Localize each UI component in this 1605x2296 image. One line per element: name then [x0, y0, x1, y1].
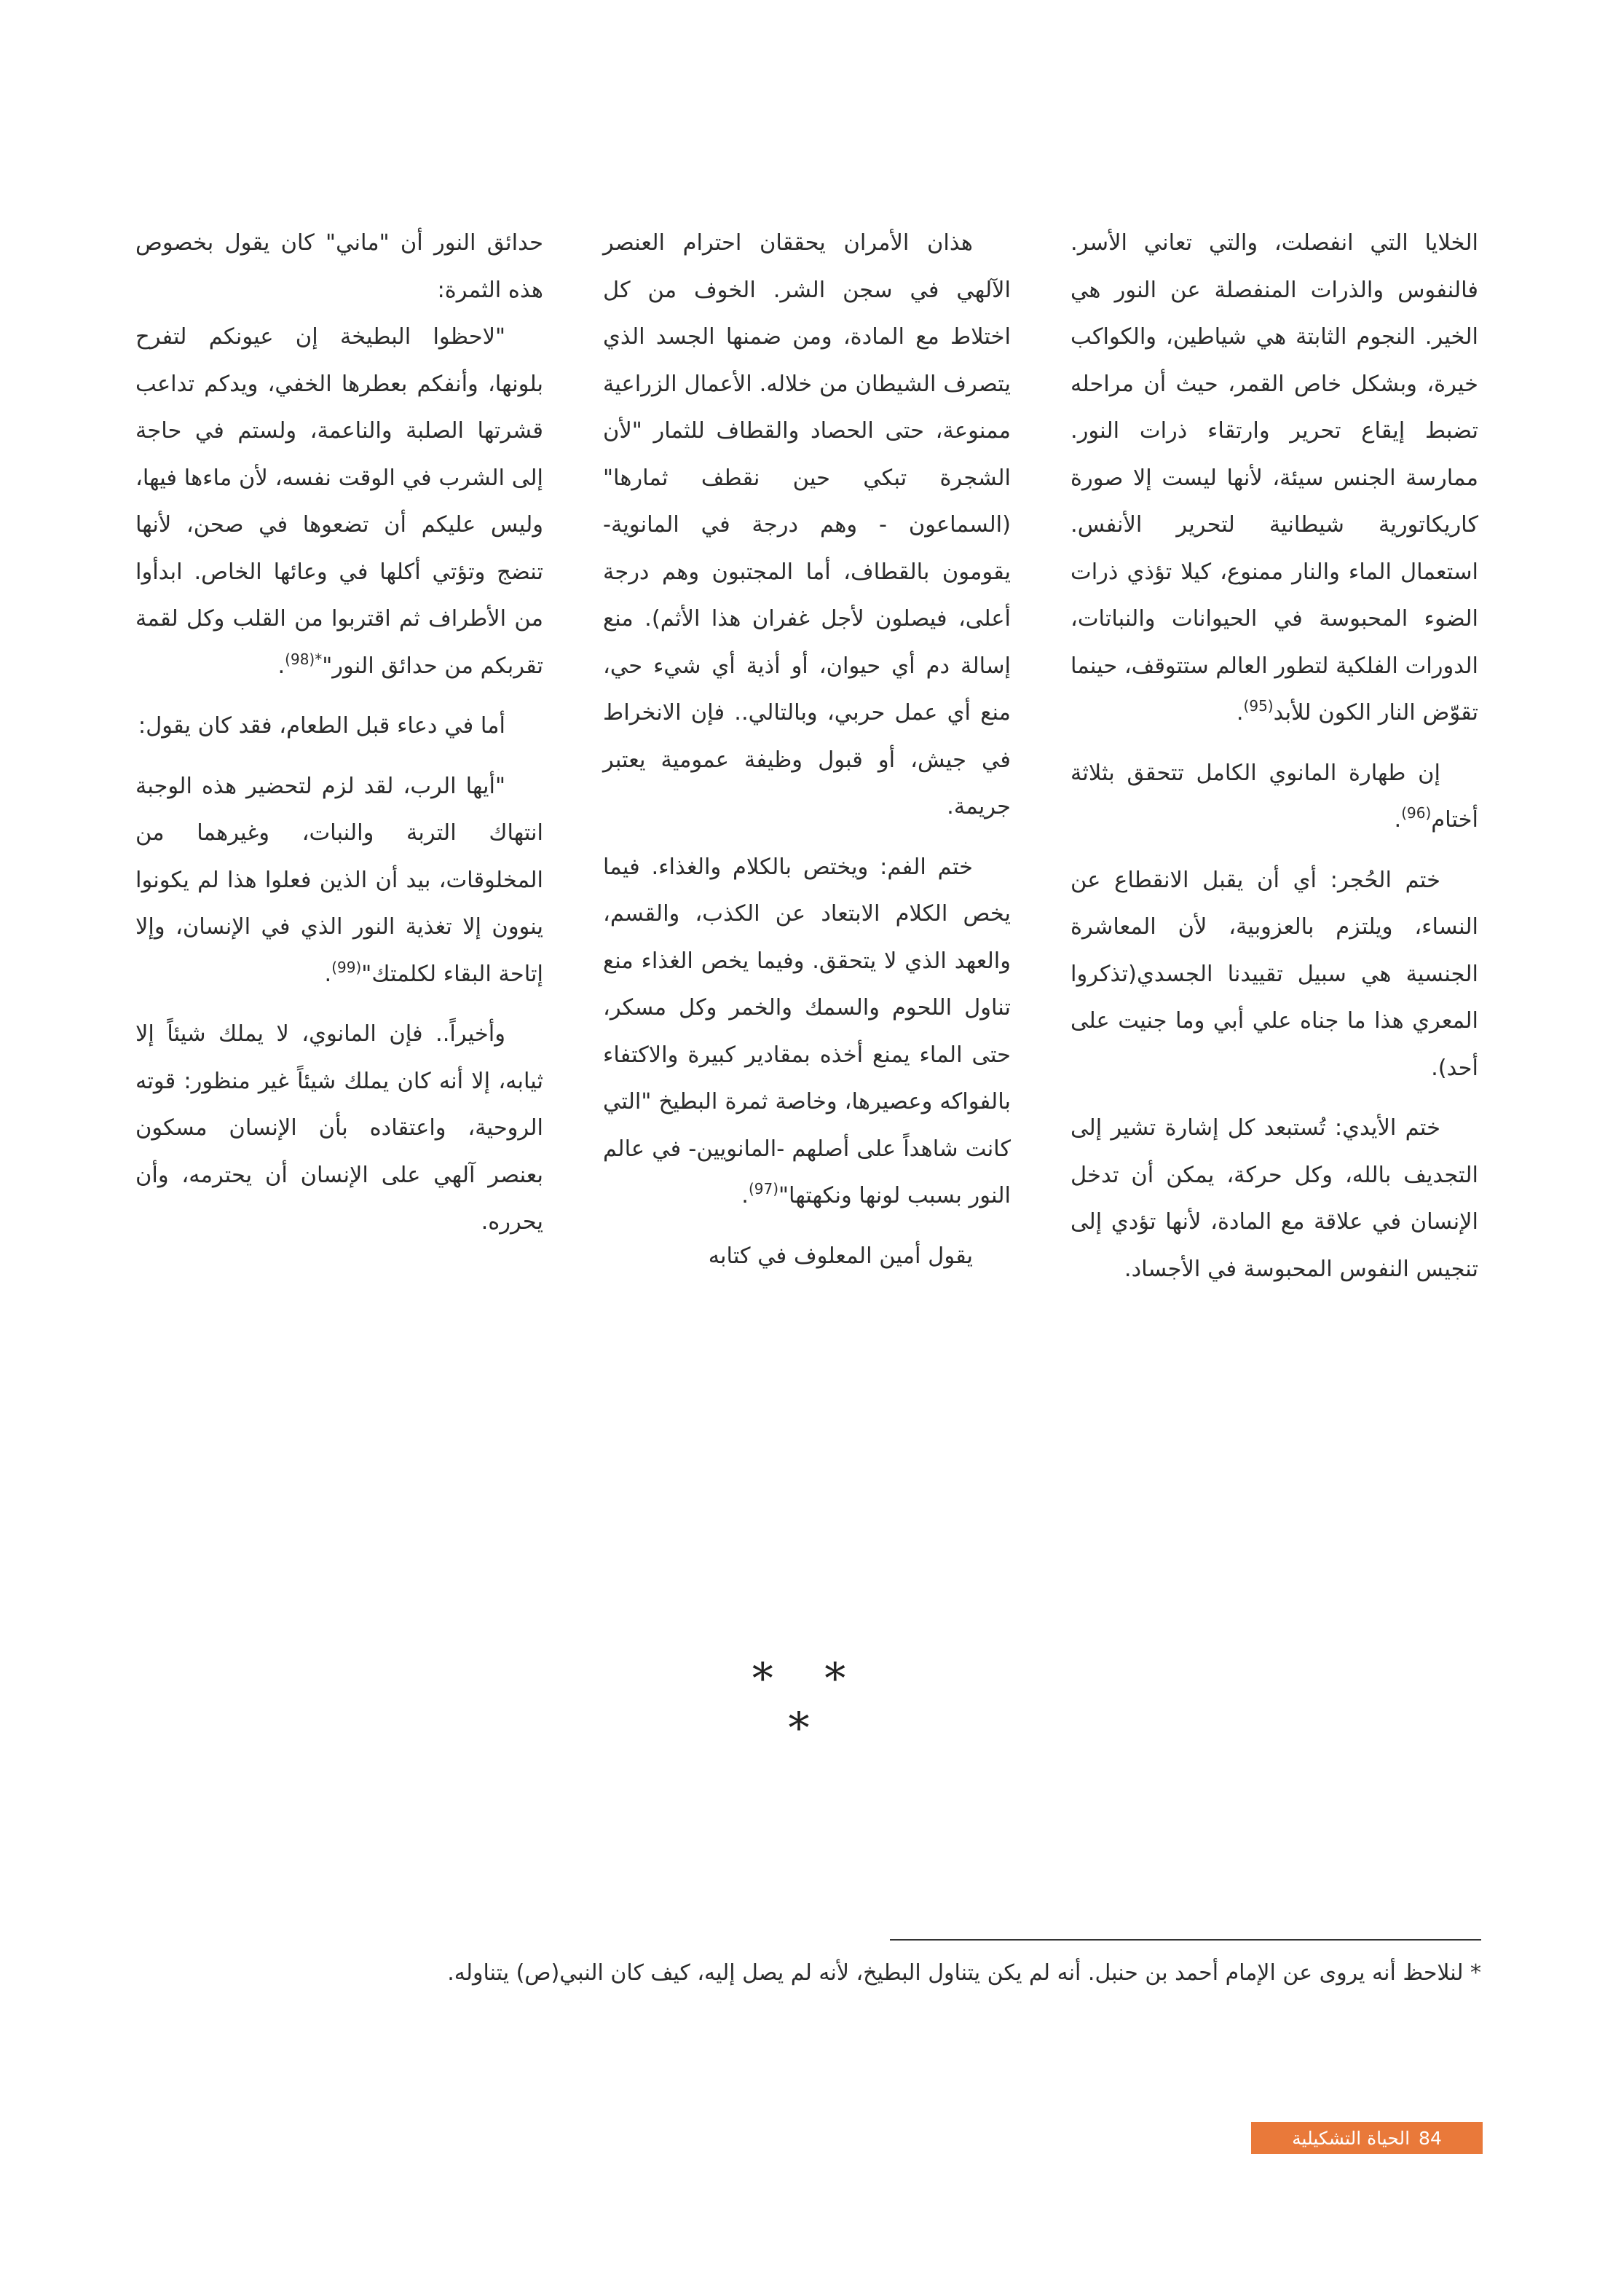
paragraph: وأخيراً.. فإن المانوي، لا يملك شيئاً إلا ثيابه، إلا أنه كان يملك شيئاً غير منظور: قوته الروحية، واعتقاده بأن الإنسان مسكون بعنصر آلهي على الإنسان أن يحترمه، وأن يحرره.	[135, 1021, 543, 1235]
quote: "لاحظوا البطيخة إن عيونكم لتفرح بلونها، وأنفكم بعطرها الخفي، ويدكم تداعب قشرتها الصلبة والناعمة، ولستم في حاجة إلى الشرب في الوقت نفسه، لأن ماءها فيها، وليس عليكم أن تضعوها في صحن، لأنها تنضج وتؤتي أكلها في وعائها الخاص. ابدأوا من الأطراف ثم اقتربوا من القلب وكل لقمة تقربكم من حدائق النور"$^{*(98)}$.	[135, 324, 543, 679]
text-column-middle	[603, 220, 1011, 1280]
quote: "أيها الرب، لقد لزم لتحضير هذه الوجبة انتهاك التربة والنبات، وغيرهما من المخلوقات، بيد أن الذين فعلوا هذا لم يكونوا ينوون إلا تغذية النور الذي في الإنسان، وإلا إتاحة البقاء لكلمتك"$^{(99)}$.	[135, 773, 543, 987]
section-separator: * * *	[752, 1654, 865, 1753]
paragraph: هذان الأمران يحققان احترام العنصر الآلهي في سجن الشر. الخوف من كل اختلاط مع المادة، ومن ضمنها الجسد الذي يتصرف الشيطان من خلاله. الأعمال الزراعية ممنوعة، حتى الحصاد والقطاف للثمار "لأن الشجرة تبكي حين نقطف ثمارها" (السماعون - وهم درجة في المانوية- يقومون بالقطاف، أما المجتبون وهم درجة أعلى، فيصلون لأجل غفران هذا الأثم). منع إسالة دم أي حيوان، أو أذية أي شيء حي، منع أي عمل حربي، وبالتالي.. فإن الانخراط في جيش، أو قبول وظيفة عمومية يعتبر جريمة.	[603, 230, 1011, 819]
text-column-left	[135, 220, 543, 1246]
reference-number: (96)	[1401, 804, 1432, 822]
paragraph: أما في دعاء قبل الطعام، فقد كان يقول:	[138, 713, 505, 739]
page-number: 84	[1419, 2127, 1442, 2149]
paragraph: إن طهارة المانوي الكامل تتحقق بثلاثة أختام$^{(96)}$.	[1070, 760, 1478, 833]
footnote: * لنلاحظ أنه يروى عن الإمام أحمد بن حنبل. أنه لم يكن يتناول البطيخ، لأنه لم يصل إليه، كيف كان النبي(ص) يتناوله.	[447, 1960, 1481, 1986]
paragraph: ختم الأيدي: تُستبعد كل إشارة تشير إلى التجديف بالله، وكل حركة، يمكن أن تدخل الإنسان في علاقة مع المادة، لأنها تؤدي إلى تنجيس النفوس المحبوسة في الأجساد.	[1070, 1115, 1478, 1282]
text-column-right	[1070, 220, 1478, 1293]
paragraph: حدائق النور أن "ماني" كان يقول بخصوص هذه الثمرة:	[135, 230, 543, 303]
footnote-rule	[890, 1939, 1481, 1941]
paragraph: يقول أمين المعلوف في كتابه	[708, 1243, 973, 1269]
paragraph: ختم الحُجر: أي أن يقبل الانقطاع عن النساء، ويلتزم بالعزوبية، لأن المعاشرة الجنسية هي سبيل تقييدنا الجسدي(تذكروا المعري هذا ما جناه علي أبي وما جنيت على أحد).	[1070, 867, 1478, 1081]
paragraph: ختم الفم: ويختص بالكلام والغذاء. فيما يخص الكلام الابتعاد عن الكذب، والقسم، والعهد الذي لا يتحقق. وفيما يخص الغذاء منع تناول اللحوم والسمك والخمر وكل مسكر، حتى الماء يمنع أخذه بمقادير كبيرة والاكتفاء بالفواكه وعصيرها، وخاصة ثمرة البطيخ "التي كانت شاهداً على أصلهم -المانويين- في عالم النور بسبب لونها ونكهتها"$^{(97)}$.	[603, 854, 1011, 1208]
paragraph: الخلايا التي انفصلت، والتي تعاني الأسر. فالنفوس والذرات المنفصلة عن النور هي الخير. النجوم الثابتة هي شياطين، والكواكب خيرة، وبشكل خاص القمر، حيث أن مراحله تضبط إيقاع تحرير وارتقاء ذرات النور. ممارسة الجنس سيئة، لأنها ليست إلا صورة كاريكاتورية شيطانية لتحرير الأنفس. استعمال الماء والنار ممنوع، كيلا تؤذي ذرات الضوء المحبوسة في الحيوانات والنباتات، الدورات الفلكية لتطور العالم ستتوقف، حينما تقوّض النار الكون للأبد$^{(95)}$.	[1070, 230, 1478, 726]
reference-number: (99)	[331, 958, 362, 976]
magazine-name: الحياة التشكيلية	[1292, 2127, 1411, 2149]
page-footer-badge	[1251, 2122, 1483, 2154]
reference-number: *(98)	[285, 650, 323, 668]
reference-number: (95)	[1243, 697, 1274, 715]
reference-number: (97)	[748, 1180, 779, 1198]
